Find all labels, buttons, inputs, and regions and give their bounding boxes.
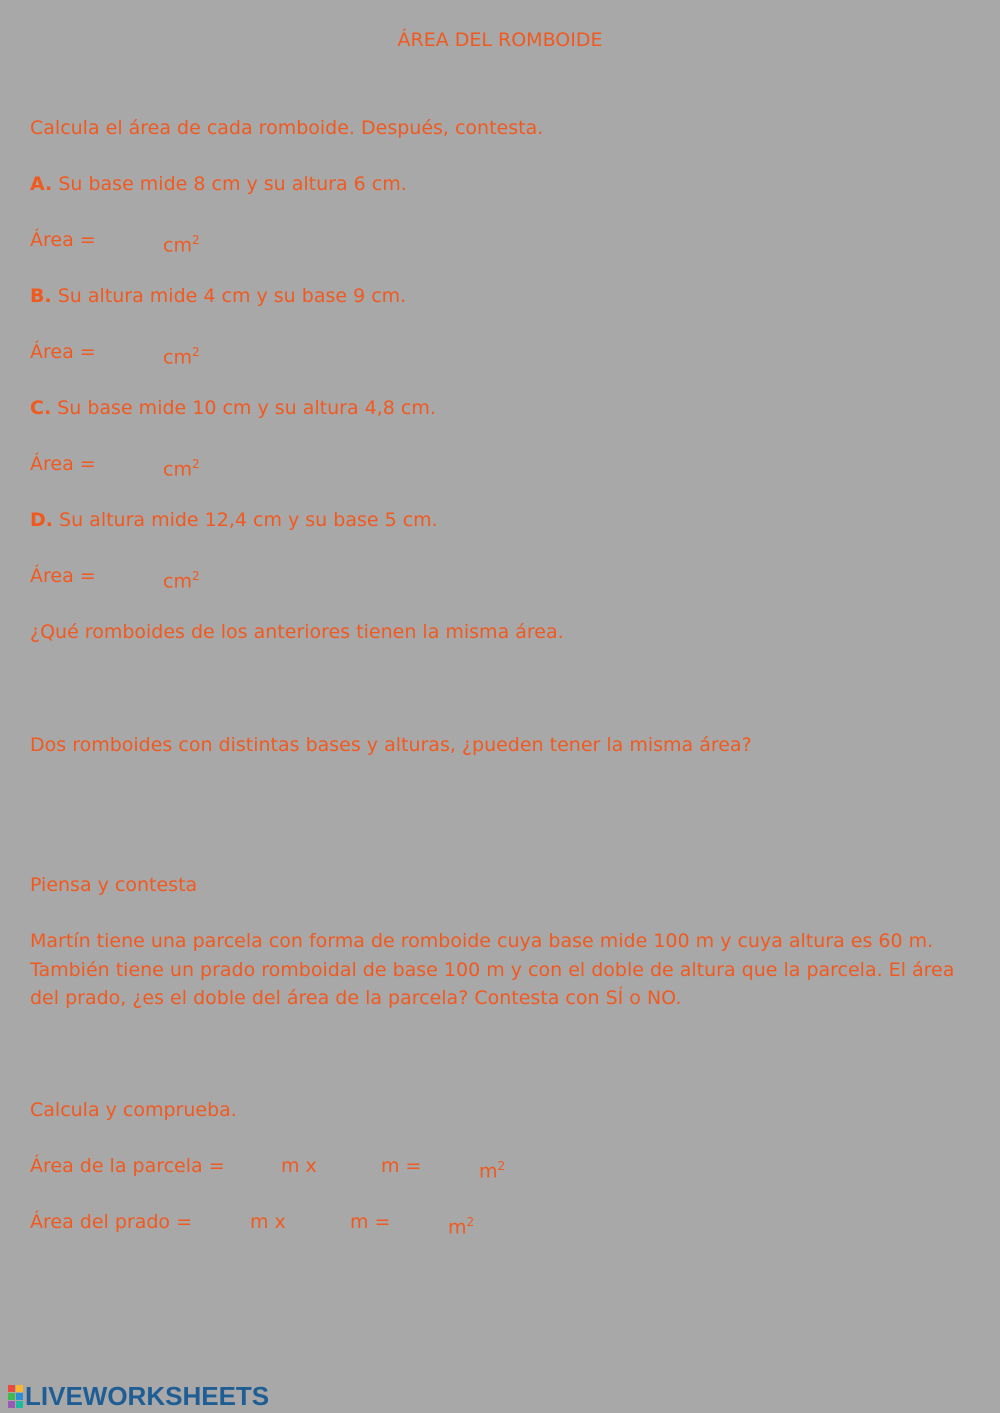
martin-problem: Martín tiene una parcela con forma de romboide cuya base mide 100 m y cuya altura es 60 m. También tiene un prado romboidal de base 100 m y con el doble de altura que la parcela. El área del prado, ¿es el doble del área de la parcela? Contesta con SÍ o NO. (30, 930, 955, 1009)
problem-d (30, 506, 438, 534)
problem-letter: D. (30, 509, 53, 531)
m-equals: m = (350, 1211, 391, 1233)
area-row-a (30, 226, 200, 257)
prado-label: Área del prado = (30, 1211, 192, 1233)
m-times: m x (250, 1211, 286, 1233)
problem-letter: C. (30, 397, 52, 419)
area-unit: $cm^2$ (163, 569, 200, 593)
problem-letter: B. (30, 285, 52, 307)
area-row-b (30, 338, 200, 369)
liveworksheets-logo (8, 1381, 269, 1411)
parcela-label: Área de la parcela = (30, 1155, 225, 1177)
area-unit: $cm^2$ (163, 345, 200, 369)
question-different: Dos romboides con distintas bases y alturas, ¿pueden tener la misma área? (30, 734, 752, 756)
logo-icon (8, 1385, 23, 1408)
problem-b (30, 282, 406, 310)
problem-text: Su base mide 10 cm y su altura 4,8 cm. (51, 397, 436, 419)
think-heading: Piensa y contesta (30, 874, 198, 896)
m-times: m x (281, 1155, 317, 1177)
question-same-area: ¿Qué romboides de los anteriores tienen la misma área. (30, 621, 564, 643)
area-label: Área = (30, 341, 96, 363)
m-squared: $m^2$ (448, 1215, 475, 1239)
area-unit: $cm^2$ (163, 233, 200, 257)
area-unit: $cm^2$ (163, 457, 200, 481)
problem-a (30, 170, 407, 198)
problem-c (30, 394, 436, 422)
m-equals: m = (381, 1155, 422, 1177)
area-row-d (30, 562, 200, 593)
area-label: Área = (30, 229, 96, 251)
problem-letter: A. (30, 173, 53, 195)
area-label: Área = (30, 565, 96, 587)
instruction: Calcula el área de cada romboide. Después, contesta. (30, 117, 544, 139)
problem-text: Su altura mide 4 cm y su base 9 cm. (51, 285, 407, 307)
problem-text: Su altura mide 12,4 cm y su base 5 cm. (53, 509, 438, 531)
area-label: Área = (30, 453, 96, 475)
area-row-c (30, 450, 200, 481)
check-heading: Calcula y comprueba. (30, 1099, 237, 1121)
logo-text: LIVEWORKSHEETS (25, 1380, 270, 1411)
problem-text: Su base mide 8 cm y su altura 6 cm. (52, 173, 407, 195)
m-squared: $m^2$ (479, 1159, 506, 1183)
prado-row (30, 1208, 630, 1239)
parcela-row (30, 1152, 630, 1183)
page-title: ÁREA DEL ROMBOIDE (397, 29, 603, 51)
